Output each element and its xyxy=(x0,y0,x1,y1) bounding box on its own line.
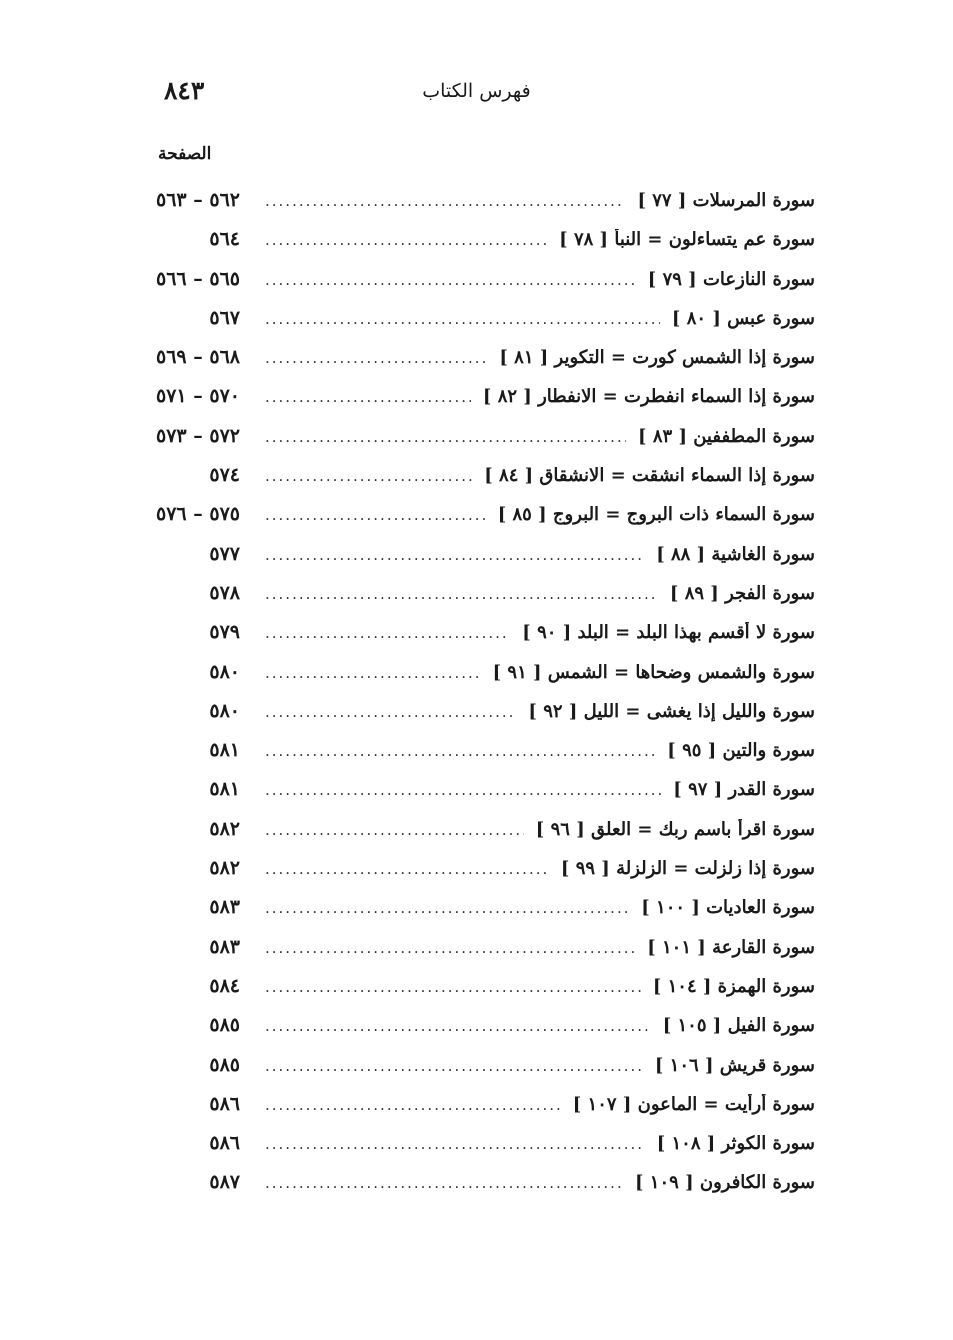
toc-entry xyxy=(130,1054,815,1093)
toc-entry-pages: ٥٨٢ xyxy=(209,817,240,840)
toc-entry-pages: ٥٦٢ – ٥٦٣ xyxy=(156,189,240,211)
toc-entry-pages: ٥٦٥ – ٥٦٦ xyxy=(156,267,240,290)
toc-entry xyxy=(130,896,815,935)
toc-entry-pages: ٥٨٣ xyxy=(209,896,240,919)
toc-entry-title: سورة عم يتساءلون = النبأ [ ٧٨ ] xyxy=(559,229,815,251)
toc-list xyxy=(130,189,815,1211)
running-title: فهرس الكتاب xyxy=(422,80,531,102)
toc-entry-pages: ٥٧٢ – ٥٧٣ xyxy=(156,424,240,447)
toc-entry-title: سورة والشمس وضحاها = الشمس [ ٩١ ] xyxy=(492,661,815,683)
dot-leader xyxy=(265,506,486,524)
toc-entry-title: سورة القدر [ ٩٧ ] xyxy=(673,779,815,801)
toc-entry-pages: ٥٨٥ xyxy=(209,1014,240,1037)
toc-entry-title: سورة الهمزة [ ١٠٤ ] xyxy=(652,975,815,997)
toc-entry xyxy=(130,1132,815,1171)
toc-entry-title: سورة الفجر [ ٨٩ ] xyxy=(669,582,815,604)
toc-entry-pages: ٥٧٨ xyxy=(209,581,240,604)
toc-entry xyxy=(130,1171,815,1210)
dot-leader xyxy=(265,939,635,957)
toc-entry-pages: ٥٨٦ xyxy=(209,1132,240,1155)
toc-entry-title: سورة والليل إذا يغشى = الليل [ ٩٢ ] xyxy=(528,700,815,722)
column-label: الصفحة xyxy=(158,144,212,164)
toc-entry-pages: ٥٨٦ xyxy=(209,1092,240,1115)
dot-leader xyxy=(265,388,471,406)
dot-leader xyxy=(265,1096,561,1114)
dot-leader xyxy=(265,1017,651,1035)
dot-leader xyxy=(265,310,660,328)
toc-entry xyxy=(130,818,815,857)
dot-leader xyxy=(265,271,636,289)
toc-entry xyxy=(130,307,815,346)
toc-entry xyxy=(130,189,815,228)
toc-entry-title: سورة الكوثر [ ١٠٨ ] xyxy=(656,1133,815,1155)
page-number: ٨٤٣ xyxy=(164,76,205,105)
dot-leader xyxy=(265,821,524,839)
toc-entry-title: سورة القارعة [ ١٠١ ] xyxy=(647,936,815,958)
toc-entry-pages: ٥٨٥ xyxy=(209,1053,240,1076)
toc-entry xyxy=(130,464,815,503)
toc-entry xyxy=(130,857,815,896)
toc-entry-pages: ٥٨١ xyxy=(209,778,240,801)
toc-entry xyxy=(130,936,815,975)
toc-entry xyxy=(130,778,815,817)
toc-entry-pages: ٥٨٤ xyxy=(209,974,240,997)
dot-leader xyxy=(265,1174,623,1192)
toc-entry xyxy=(130,1093,815,1132)
toc-entry-title: سورة المطففين [ ٨٣ ] xyxy=(638,425,815,447)
dot-leader xyxy=(265,899,629,917)
toc-entry-pages: ٥٧٤ xyxy=(209,464,240,487)
toc-entry xyxy=(130,268,815,307)
toc-entry-pages: ٥٦٧ xyxy=(209,306,240,329)
dot-leader xyxy=(265,231,547,249)
dot-leader xyxy=(265,349,487,367)
toc-entry-title: سورة قريش [ ١٠٦ ] xyxy=(654,1054,815,1076)
toc-entry-title: سورة والتين [ ٩٥ ] xyxy=(667,740,815,762)
toc-entry xyxy=(130,346,815,385)
toc-entry-pages: ٥٧٠ – ٥٧١ xyxy=(156,385,240,408)
toc-entry-title: سورة عبس [ ٨٠ ] xyxy=(671,307,815,329)
toc-entry-pages: ٥٦٤ xyxy=(209,228,240,251)
toc-entry-title: سورة السماء ذات البروج = البروج [ ٨٥ ] xyxy=(497,504,815,526)
toc-entry-title: سورة إذا زلزلت = الزلزلة [ ٩٩ ] xyxy=(560,858,815,880)
dot-leader xyxy=(265,624,510,642)
toc-entry-pages: ٥٨٢ xyxy=(209,857,240,880)
dot-leader xyxy=(265,1135,645,1153)
dot-leader xyxy=(265,467,472,485)
toc-entry-pages: ٥٧٧ xyxy=(209,542,240,565)
toc-entry-title: سورة المرسلات [ ٧٧ ] xyxy=(637,190,815,211)
toc-entry-title: سورة إذا السماء انفطرت = الانفطار [ ٨٢ ] xyxy=(482,386,815,408)
toc-entry xyxy=(130,975,815,1014)
toc-entry-title: سورة النازعات [ ٧٩ ] xyxy=(647,268,815,290)
dot-leader xyxy=(265,703,516,721)
toc-entry-title: سورة لا أقسم بهذا البلد = البلد [ ٩٠ ] xyxy=(522,622,815,644)
toc-entry xyxy=(130,661,815,700)
dot-leader xyxy=(265,978,641,996)
toc-entry-title: سورة اقرأ باسم ربك = العلق [ ٩٦ ] xyxy=(535,818,815,840)
toc-entry-pages: ٥٨٧ xyxy=(209,1171,240,1194)
toc-entry xyxy=(130,739,815,778)
toc-entry-pages: ٥٧٥ – ٥٧٦ xyxy=(156,503,240,526)
toc-entry xyxy=(130,425,815,464)
toc-entry-title: سورة أرأيت = الماعون [ ١٠٧ ] xyxy=(572,1093,815,1115)
toc-entry xyxy=(130,621,815,660)
toc-entry-title: سورة العاديات [ ١٠٠ ] xyxy=(641,897,815,919)
toc-entry xyxy=(130,228,815,267)
toc-entry-pages: ٥٨٠ xyxy=(209,660,240,683)
dot-leader xyxy=(265,192,625,210)
toc-entry xyxy=(130,503,815,542)
toc-entry xyxy=(130,385,815,424)
dot-leader xyxy=(265,428,626,446)
toc-entry-pages: ٥٧٩ xyxy=(209,621,240,644)
toc-entry-title: سورة الغاشية [ ٨٨ ] xyxy=(656,543,815,565)
dot-leader xyxy=(265,546,644,564)
toc-entry-pages: ٥٨٠ xyxy=(209,699,240,722)
toc-entry-pages: ٥٦٨ – ٥٦٩ xyxy=(156,346,240,369)
toc-entry-title: سورة إذا السماء انشقت = الانشقاق [ ٨٤ ] xyxy=(484,465,815,487)
toc-entry-title: سورة الكافرون [ ١٠٩ ] xyxy=(635,1172,815,1194)
toc-entry-pages: ٥٨١ xyxy=(209,739,240,762)
toc-entry xyxy=(130,543,815,582)
dot-leader xyxy=(265,742,655,760)
toc-entry-pages: ٥٨٣ xyxy=(209,935,240,958)
dot-leader xyxy=(265,1057,643,1075)
toc-entry-title: سورة الفيل [ ١٠٥ ] xyxy=(662,1015,815,1037)
toc-entry xyxy=(130,1014,815,1053)
toc-entry xyxy=(130,582,815,621)
dot-leader xyxy=(265,664,481,682)
toc-entry-title: سورة إذا الشمس كورت = التكوير [ ٨١ ] xyxy=(499,347,815,369)
dot-leader xyxy=(265,860,549,878)
toc-entry xyxy=(130,700,815,739)
dot-leader xyxy=(265,585,658,603)
dot-leader xyxy=(265,781,661,799)
